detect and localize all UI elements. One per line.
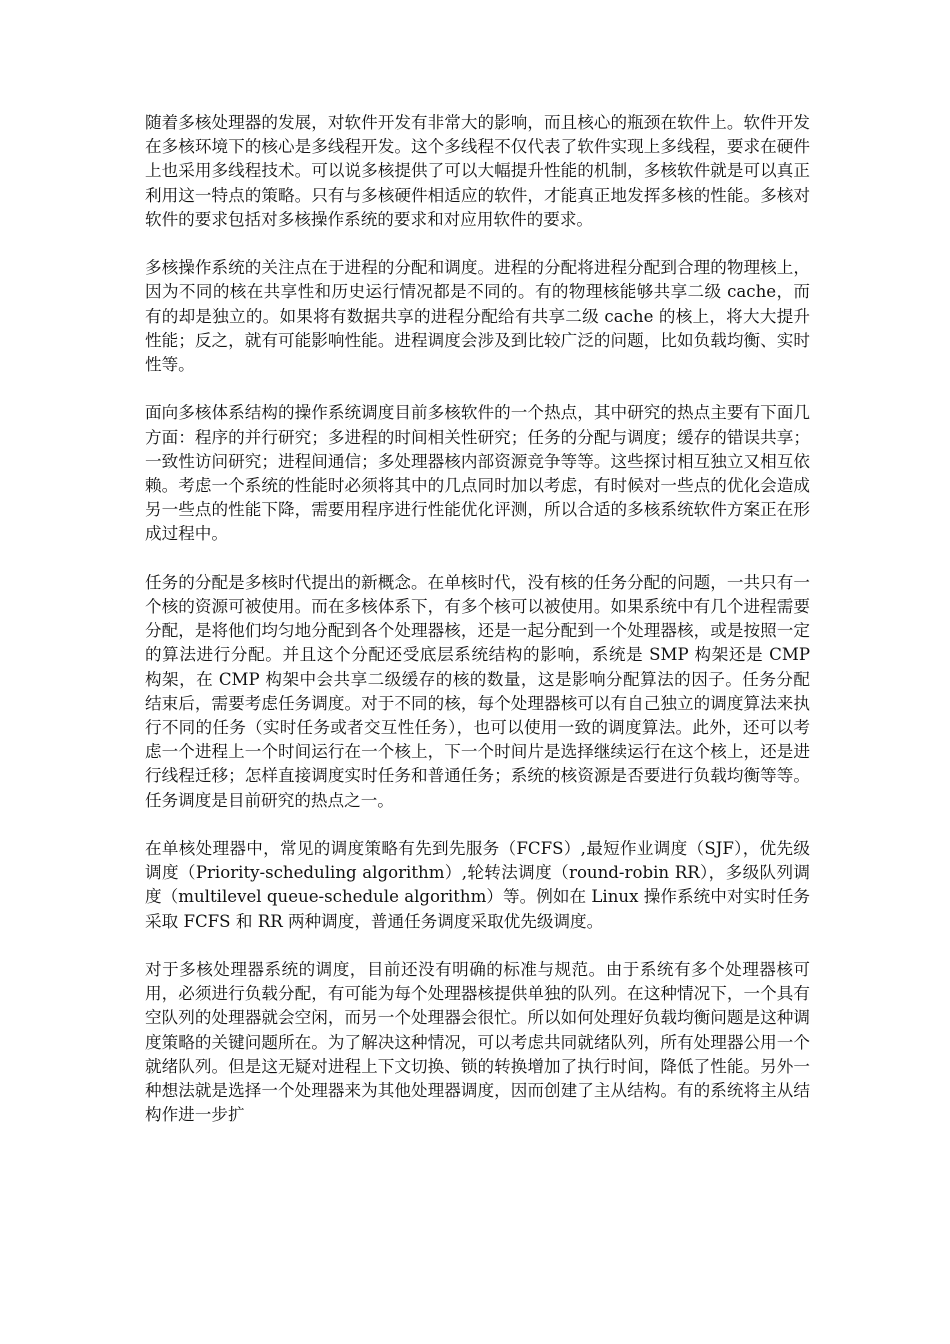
paragraph-1: 随着多核处理器的发展，对软件开发有非常大的影响，而且核心的瓶颈在软件上。软件开发在多核环境下的核心是多线程开发。这个多线程不仅代表了软件实现上多线程，要求在硬件上也采用多线程技术。可以说多核提供了可以大幅提升性能的机制，多核软件就是可以真正利用这一特点的策略。只有与多核硬件相适应的软件，才能真正地发挥多核的性能。多核对软件的要求包括对多核操作系统的要求和对应用软件的要求。 <box>145 113 810 229</box>
paragraph-4: 任务的分配是多核时代提出的新概念。在单核时代，没有核的任务分配的问题，一共只有一个核的资源可被使用。而在多核体系下，有多个核可以被使用。如果系统中有几个进程需要分配，是将他们均匀地分配到各个处理器核，还是一起分配到一个处理器核，或是按照一定的算法进行分配。并且这个分配还受底层系统结构的影响，系统是 SMP 构架还是 CMP 构架，在 CMP 构架中会共享二级缓存的核的数量，这是影响分配算法的因子。任务分配结束后，需要考虑任务调度。对于不同的核，每个处理器核可以有自己独立的调度算法来执行不同的任务（实时任务或者交互性任务），也可以使用一致的调度算法。此外，还可以考虑一个进程上一个时间运行在一个核上，下一个时间片是选择继续运行在这个核上，还是进行线程迁移；怎样直接调度实时任务和普通任务；系统的核资源是否要进行负载均衡等等。任务调度是目前研究的热点之一。 <box>145 572 810 810</box>
paragraph-6: 对于多核处理器系统的调度，目前还没有明确的标准与规范。由于系统有多个处理器核可用，必须进行负载分配，有可能为每个处理器核提供单独的队列。在这种情况下，一个具有空队列的处理器就会空闲，而另一个处理器会很忙。所以如何处理好负载均衡问题是这种调度策略的关键问题所在。为了解决这种情况，可以考虑共同就绪队列，所有处理器公用一个就绪队列。但是这无疑对进程上下文切换、锁的转换增加了执行时间，降低了性能。另外一种想法就是选择一个处理器来为其他处理器调度，因而创建了主从结构。有的系统将主从结构作进一步扩 <box>145 960 810 1125</box>
paragraph-5: 在单核处理器中，常见的调度策略有先到先服务（FCFS）,最短作业调度（SJF），优先级调度（Priority-scheduling algorithm）,轮转法调度（round-robin RR），多级队列调度（multilevel queue-schedule algorithm）等。例如在 Linux 操作系统中对实时任务采取 FCFS 和 RR 两种调度，普通任务调度采取优先级调度。 <box>145 839 810 931</box>
document-page <box>145 111 810 1152</box>
paragraph-3: 面向多核体系结构的操作系统调度目前多核软件的一个热点，其中研究的热点主要有下面几方面：程序的并行研究；多进程的时间相关性研究；任务的分配与调度；缓存的错误共享；一致性访问研究；进程间通信；多处理器核内部资源竞争等等。这些探讨相互独立又相互依赖。考虑一个系统的性能时必须将其中的几点同时加以考虑，有时候对一些点的优化会造成另一些点的性能下降，需要用程序进行性能优化评测，所以合适的多核系统软件方案正在形成过程中。 <box>145 403 810 544</box>
paragraph-2: 多核操作系统的关注点在于进程的分配和调度。进程的分配将进程分配到合理的物理核上，因为不同的核在共享性和历史运行情况都是不同的。有的物理核能够共享二级 cache，而有的却是独立的。如果将有数据共享的进程分配给有共享二级 cache 的核上，将大大提升性能；反之，就有可能影响性能。进程调度会涉及到比较广泛的问题，比如负载均衡、实时性等。 <box>145 258 810 375</box>
